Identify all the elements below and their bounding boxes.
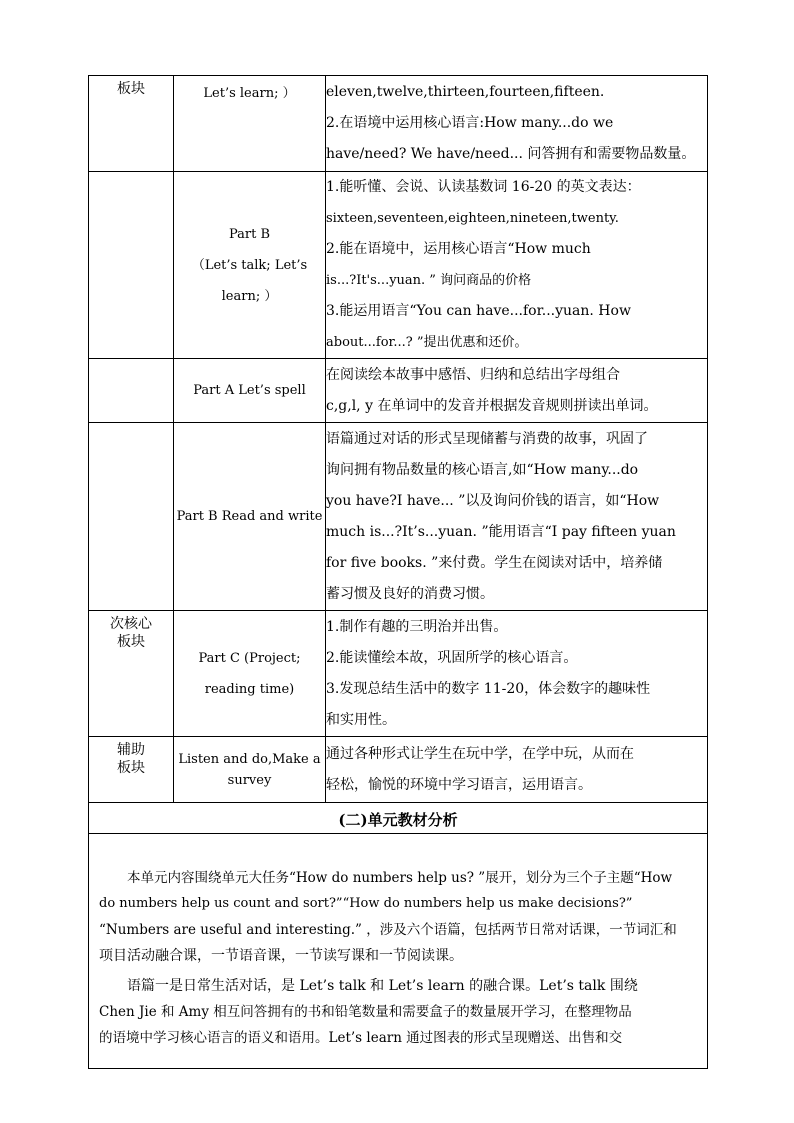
part-label: Part A Let’s spell: [193, 383, 306, 398]
category-label: 次核心: [110, 616, 152, 632]
desc-cell: [326, 76, 708, 172]
paragraph-line: do numbers help us count and sort?”“How do numbers help us make decisions?”: [99, 896, 633, 911]
paragraph-line: 语篇一是日常生活对话，是 Let’s talk 和 Let’s learn 的融合课。Let’s talk 围绕: [127, 978, 638, 994]
desc-line: 2.能在语境中，运用核心语言“How much: [326, 241, 591, 257]
table-row: [89, 803, 708, 834]
desc-line: 语篇通过对话的形式呈现储蓄与消费的故事，巩固了: [326, 430, 648, 447]
part-label: reading time): [204, 681, 295, 697]
part-label: Part B Read and write: [176, 509, 323, 524]
category-label: 板块: [117, 634, 145, 650]
section-heading-cell: [89, 803, 708, 834]
desc-line: much is...?It’s...yuan. ”能用语言“I pay fifteen yuan: [326, 523, 676, 540]
desc-line: 通过各种形式让学生在玩中学，在学中玩，从而在: [326, 745, 634, 762]
desc-line: 蓄习惯及良好的消费习惯。: [326, 585, 494, 602]
category-cell: [89, 737, 174, 803]
part-label: （Let’s talk; Let’s: [191, 257, 308, 273]
paragraph-line: “Numbers are useful and interesting.” ，涉及六个语篇，包括两节日常对话课，一节词汇和: [99, 922, 677, 938]
desc-line: 3.能运用语言“You can have...for...yuan. How: [326, 303, 631, 319]
section-heading: (二)单元教材分析: [338, 810, 458, 829]
table-row: [89, 834, 708, 1069]
desc-line: for five books. ”来付费。学生在阅读对话中，培养储: [326, 554, 663, 571]
desc-cell: [326, 359, 708, 423]
desc-line: 询问拥有物品数量的核心语言,如“How many...do: [326, 461, 639, 478]
desc-cell: [326, 611, 708, 737]
part-label: survey: [227, 772, 272, 788]
unit-content-table: [88, 75, 708, 1069]
part-label: Listen and do,Make a: [178, 751, 321, 767]
desc-line: 1.制作有趣的三明治并出售。: [326, 618, 508, 635]
desc-line: about...for...? ”提出优惠和还价。: [326, 335, 528, 350]
desc-line: 轻松，愉悦的环境中学习语言，运用语言。: [326, 776, 592, 793]
category-cell: [89, 172, 174, 359]
desc-line: 和实用性。: [326, 711, 396, 728]
part-label: Part C (Project;: [198, 650, 301, 666]
category-label: 板块: [117, 760, 145, 776]
desc-line: 1.能听懂、会说、认读基数词 16-20 的英文表达：: [326, 179, 641, 195]
table-row: [89, 611, 708, 737]
desc-cell: [326, 423, 708, 611]
part-cell: [174, 423, 326, 611]
desc-line: 2.能读懂绘本故，巩固所学的核心语言。: [326, 649, 578, 666]
desc-line: sixteen,seventeen,eighteen,nineteen,twenty.: [326, 211, 619, 226]
table-row: [89, 737, 708, 803]
desc-cell: [326, 737, 708, 803]
desc-line: have/need? We have/need... 问答拥有和需要物品数量。: [326, 146, 696, 162]
table-row: [89, 172, 708, 359]
desc-line: you have?I have... ”以及询问价钱的语言，如“How: [326, 492, 660, 509]
desc-line: eleven,twelve,thirteen,fourteen,fifteen.: [326, 84, 605, 100]
desc-line: is...?It's...yuan. ” 询问商品的价格: [326, 273, 532, 288]
desc-line: c,g,l, y 在单词中的发音并根据发音规则拼读出单词。: [326, 397, 658, 414]
analysis-body-cell: [89, 834, 708, 1069]
category-cell: [89, 76, 174, 172]
part-label: Let’s learn; ）: [203, 86, 296, 101]
category-label: 辅助: [117, 742, 145, 758]
part-label: Part B: [228, 226, 271, 242]
category-cell: [89, 359, 174, 423]
category-cell: [89, 423, 174, 611]
desc-cell: [326, 172, 708, 359]
paragraph-line: 的语境中学习核心语言的语义和语用。Let’s learn 通过图表的形式呈现赠送、出售和交: [99, 1030, 623, 1046]
paragraph-line: 本单元内容围绕单元大任务“How do numbers help us? ”展开，划分为三个子主题“How: [127, 870, 673, 886]
part-cell: [174, 172, 326, 359]
part-cell: [174, 76, 326, 172]
table-row: [89, 359, 708, 423]
category-label: 板块: [117, 81, 145, 97]
part-label: learn; ）: [221, 288, 278, 304]
desc-line: 2.在语境中运用核心语言:How many...do we: [326, 115, 614, 131]
table-row: [89, 76, 708, 172]
desc-line: 3.发现总结生活中的数字 11-20，体会数字的趣味性: [326, 680, 651, 697]
category-cell: [89, 611, 174, 737]
paragraph-line: Chen Jie 和 Amy 相互问答拥有的书和铅笔数量和需要盒子的数量展开学习，在整理物品: [99, 1004, 632, 1020]
table-row: [89, 423, 708, 611]
part-cell: [174, 737, 326, 803]
part-cell: [174, 359, 326, 423]
desc-line: 在阅读绘本故事中感悟、归纳和总结出字母组合: [326, 366, 620, 383]
paragraph-line: 项目活动融合课，一节语音课，一节读写课和一节阅读课。: [99, 948, 463, 964]
part-cell: [174, 611, 326, 737]
